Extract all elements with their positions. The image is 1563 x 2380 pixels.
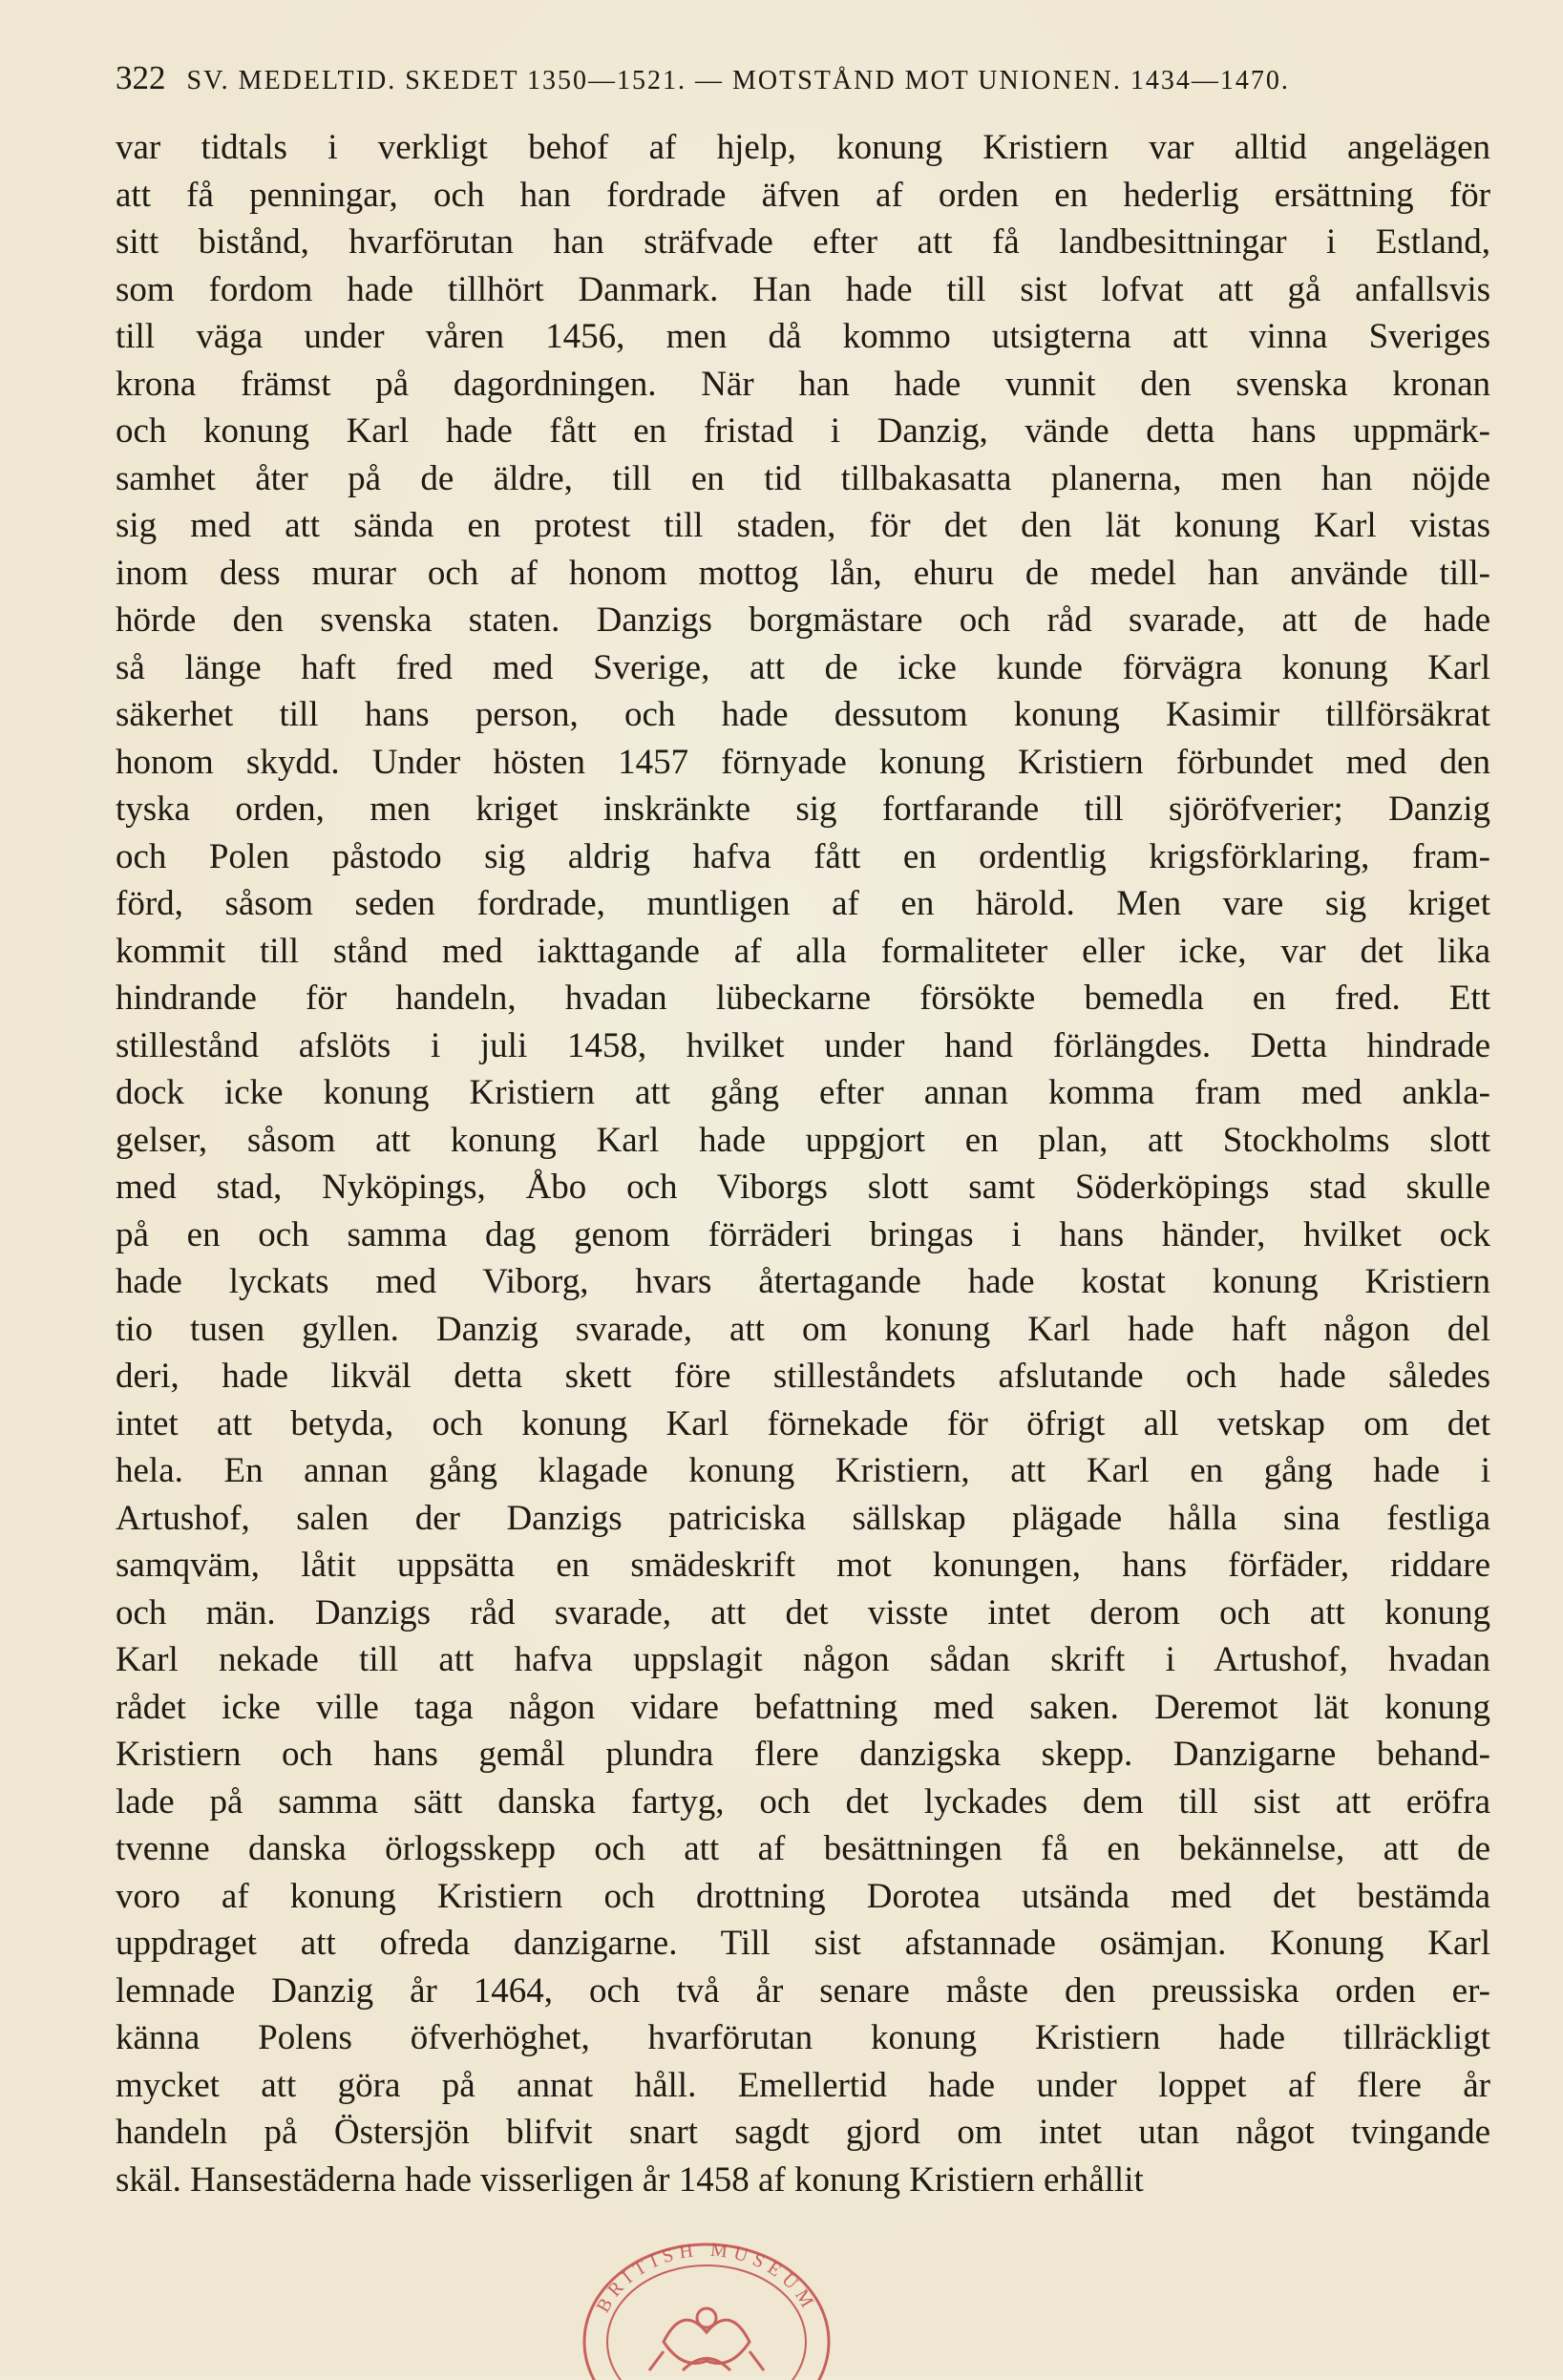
text-line: och män. Danzigs råd svarade, att det visste intet derom och att konung bbox=[116, 1592, 1490, 1632]
text-line: samqväm, låtit uppsätta en smädeskrift mot konungen, hans förfäder, riddare bbox=[116, 1546, 1490, 1585]
text-line: var tidtals i verkligt behof af hjelp, konung Kristiern var alltid angelägen bbox=[116, 128, 1490, 167]
text-line: rådet icke ville taga någon vidare befattning med saken. Deremot lät konung bbox=[116, 1687, 1490, 1727]
text-line: säkerhet till hans person, och hade dessutom konung Kasimir tillförsäkrat bbox=[116, 695, 1490, 734]
text-line: handeln på Östersjön blifvit snart sagdt gjord om intet utan något tvingande bbox=[116, 2113, 1490, 2152]
text-line: hörde den svenska staten. Danzigs borgmästare och råd svarade, att de hade bbox=[116, 600, 1490, 640]
svg-text:BRITISH MUSEUM bbox=[593, 2240, 821, 2316]
text-line: lade på samma sätt danska fartyg, och det lyckades dem till sist att eröfra bbox=[116, 1781, 1490, 1822]
text-line: voro af konung Kristiern och drottning Dorotea utsända med det bestämda bbox=[116, 1876, 1490, 1916]
text-line: skäl. Hansestäderna hade visserligen år 1458 af konung Kristiern erhållit bbox=[116, 2159, 1144, 2200]
running-head-title: SV. MEDELTID. SKEDET 1350—1521. — MOTSTÅND MOT UNIONEN. 1434—1470. bbox=[186, 66, 1290, 95]
running-head bbox=[116, 59, 1490, 107]
text-line: som fordom hade tillhört Danmark. Han hade till sist lofvat att gå anfallsvis bbox=[116, 269, 1490, 309]
text-line: så länge haft fred med Sverige, att de icke kunde förvägra konung Karl bbox=[116, 647, 1490, 687]
text-line: uppdraget att ofreda danzigarne. Till sist afstannade osämjan. Konung Karl bbox=[116, 1924, 1490, 1963]
text-line: deri, hade likväl detta skett före stilleståndets afslutande och hade således bbox=[116, 1357, 1490, 1396]
text-line: hindrande för handeln, hvadan lübeckarne försökte bemedla en fred. Ett bbox=[116, 979, 1490, 1018]
text-line: dock icke konung Kristiern att gång efter annan komma fram med ankla- bbox=[116, 1073, 1490, 1112]
text-line: honom skydd. Under hösten 1457 förnyade konung Kristiern förbundet med den bbox=[116, 742, 1490, 782]
text-line: till väga under våren 1456, men då kommo utsigterna att vinna Sveriges bbox=[116, 317, 1490, 356]
text-line: med stad, Nyköpings, Åbo och Viborgs slott samt Söderköpings stad skulle bbox=[116, 1168, 1490, 1207]
library-stamp bbox=[559, 2227, 855, 2380]
text-line: krona främst på dagordningen. När han hade vunnit den svenska kronan bbox=[116, 364, 1490, 404]
text-line: sig med att sända en protest till staden, för det den lät konung Karl vistas bbox=[116, 506, 1490, 545]
text-line: på en och samma dag genom förräderi bringas i hans händer, hvilket ock bbox=[116, 1214, 1490, 1254]
text-line: sitt bistånd, hvarförutan han sträfvade efter att få landbesittningar i Estland, bbox=[116, 222, 1490, 262]
text-line: Kristiern och hans gemål plundra flere danzigska skepp. Danzigarne behand- bbox=[116, 1735, 1490, 1774]
text-line: och konung Karl hade fått en fristad i Danzig, vände detta hans uppmärk- bbox=[116, 411, 1490, 451]
text-line: gelser, såsom att konung Karl hade uppgjort en plan, att Stockholms slott bbox=[116, 1120, 1490, 1160]
text-line: Karl nekade till att hafva uppslagit någon sådan skrift i Artushof, hvadan bbox=[116, 1640, 1490, 1679]
text-line: känna Polens öfverhöghet, hvarförutan konung Kristiern hade tillräckligt bbox=[116, 2018, 1490, 2057]
text-line: intet att betyda, och konung Karl förnekade för öfrigt all vetskap om det bbox=[116, 1403, 1490, 1443]
page-number: 322 bbox=[116, 59, 166, 96]
text-line: Artushof, salen der Danzigs patriciska sällskap plägade hålla sina festliga bbox=[116, 1498, 1490, 1538]
text-line: samhet åter på de äldre, till en tid tillbakasatta planerna, men han nöjde bbox=[116, 458, 1490, 498]
text-line: hela. En annan gång klagade konung Kristiern, att Karl en gång hade i bbox=[116, 1451, 1490, 1490]
text-line: lemnade Danzig år 1464, och två år senare måste den preussiska orden er- bbox=[116, 1970, 1490, 2011]
text-line: kommit till stånd med iakttagande af alla formaliteter eller icke, var det lika bbox=[116, 931, 1490, 971]
text-line: inom dess murar och af honom mottog lån, ehuru de medel han använde till- bbox=[116, 553, 1490, 593]
text-line: tio tusen gyllen. Danzig svarade, att om konung Karl hade haft någon del bbox=[116, 1309, 1490, 1349]
text-line: förd, såsom seden fordrade, muntligen af en härold. Men vare sig kriget bbox=[116, 884, 1490, 923]
stamp-text: BRITISH MUSEUM bbox=[592, 2239, 821, 2317]
text-line: stillestånd afslöts i juli 1458, hvilket under hand förlängdes. Detta hindrade bbox=[116, 1025, 1490, 1065]
text-line: och Polen påstodo sig aldrig hafva fått en ordentlig krigsförklaring, fram- bbox=[116, 836, 1490, 876]
text-line: mycket att göra på annat håll. Emellertid hade under loppet af flere år bbox=[116, 2065, 1490, 2105]
text-line: hade lyckats med Viborg, hvars återtagande hade kostat konung Kristiern bbox=[116, 1262, 1490, 1301]
text-line: tyska orden, men kriget inskränkte sig fortfarande till sjöröfverier; Danzig bbox=[116, 790, 1490, 829]
text-line: tvenne danska örlogsskepp och att af besättningen få en bekännelse, att de bbox=[116, 1829, 1490, 1868]
text-line: att få penningar, och han fordrade äfven af orden en hederlig ersättning för bbox=[116, 175, 1490, 215]
body-text bbox=[116, 124, 1490, 2203]
